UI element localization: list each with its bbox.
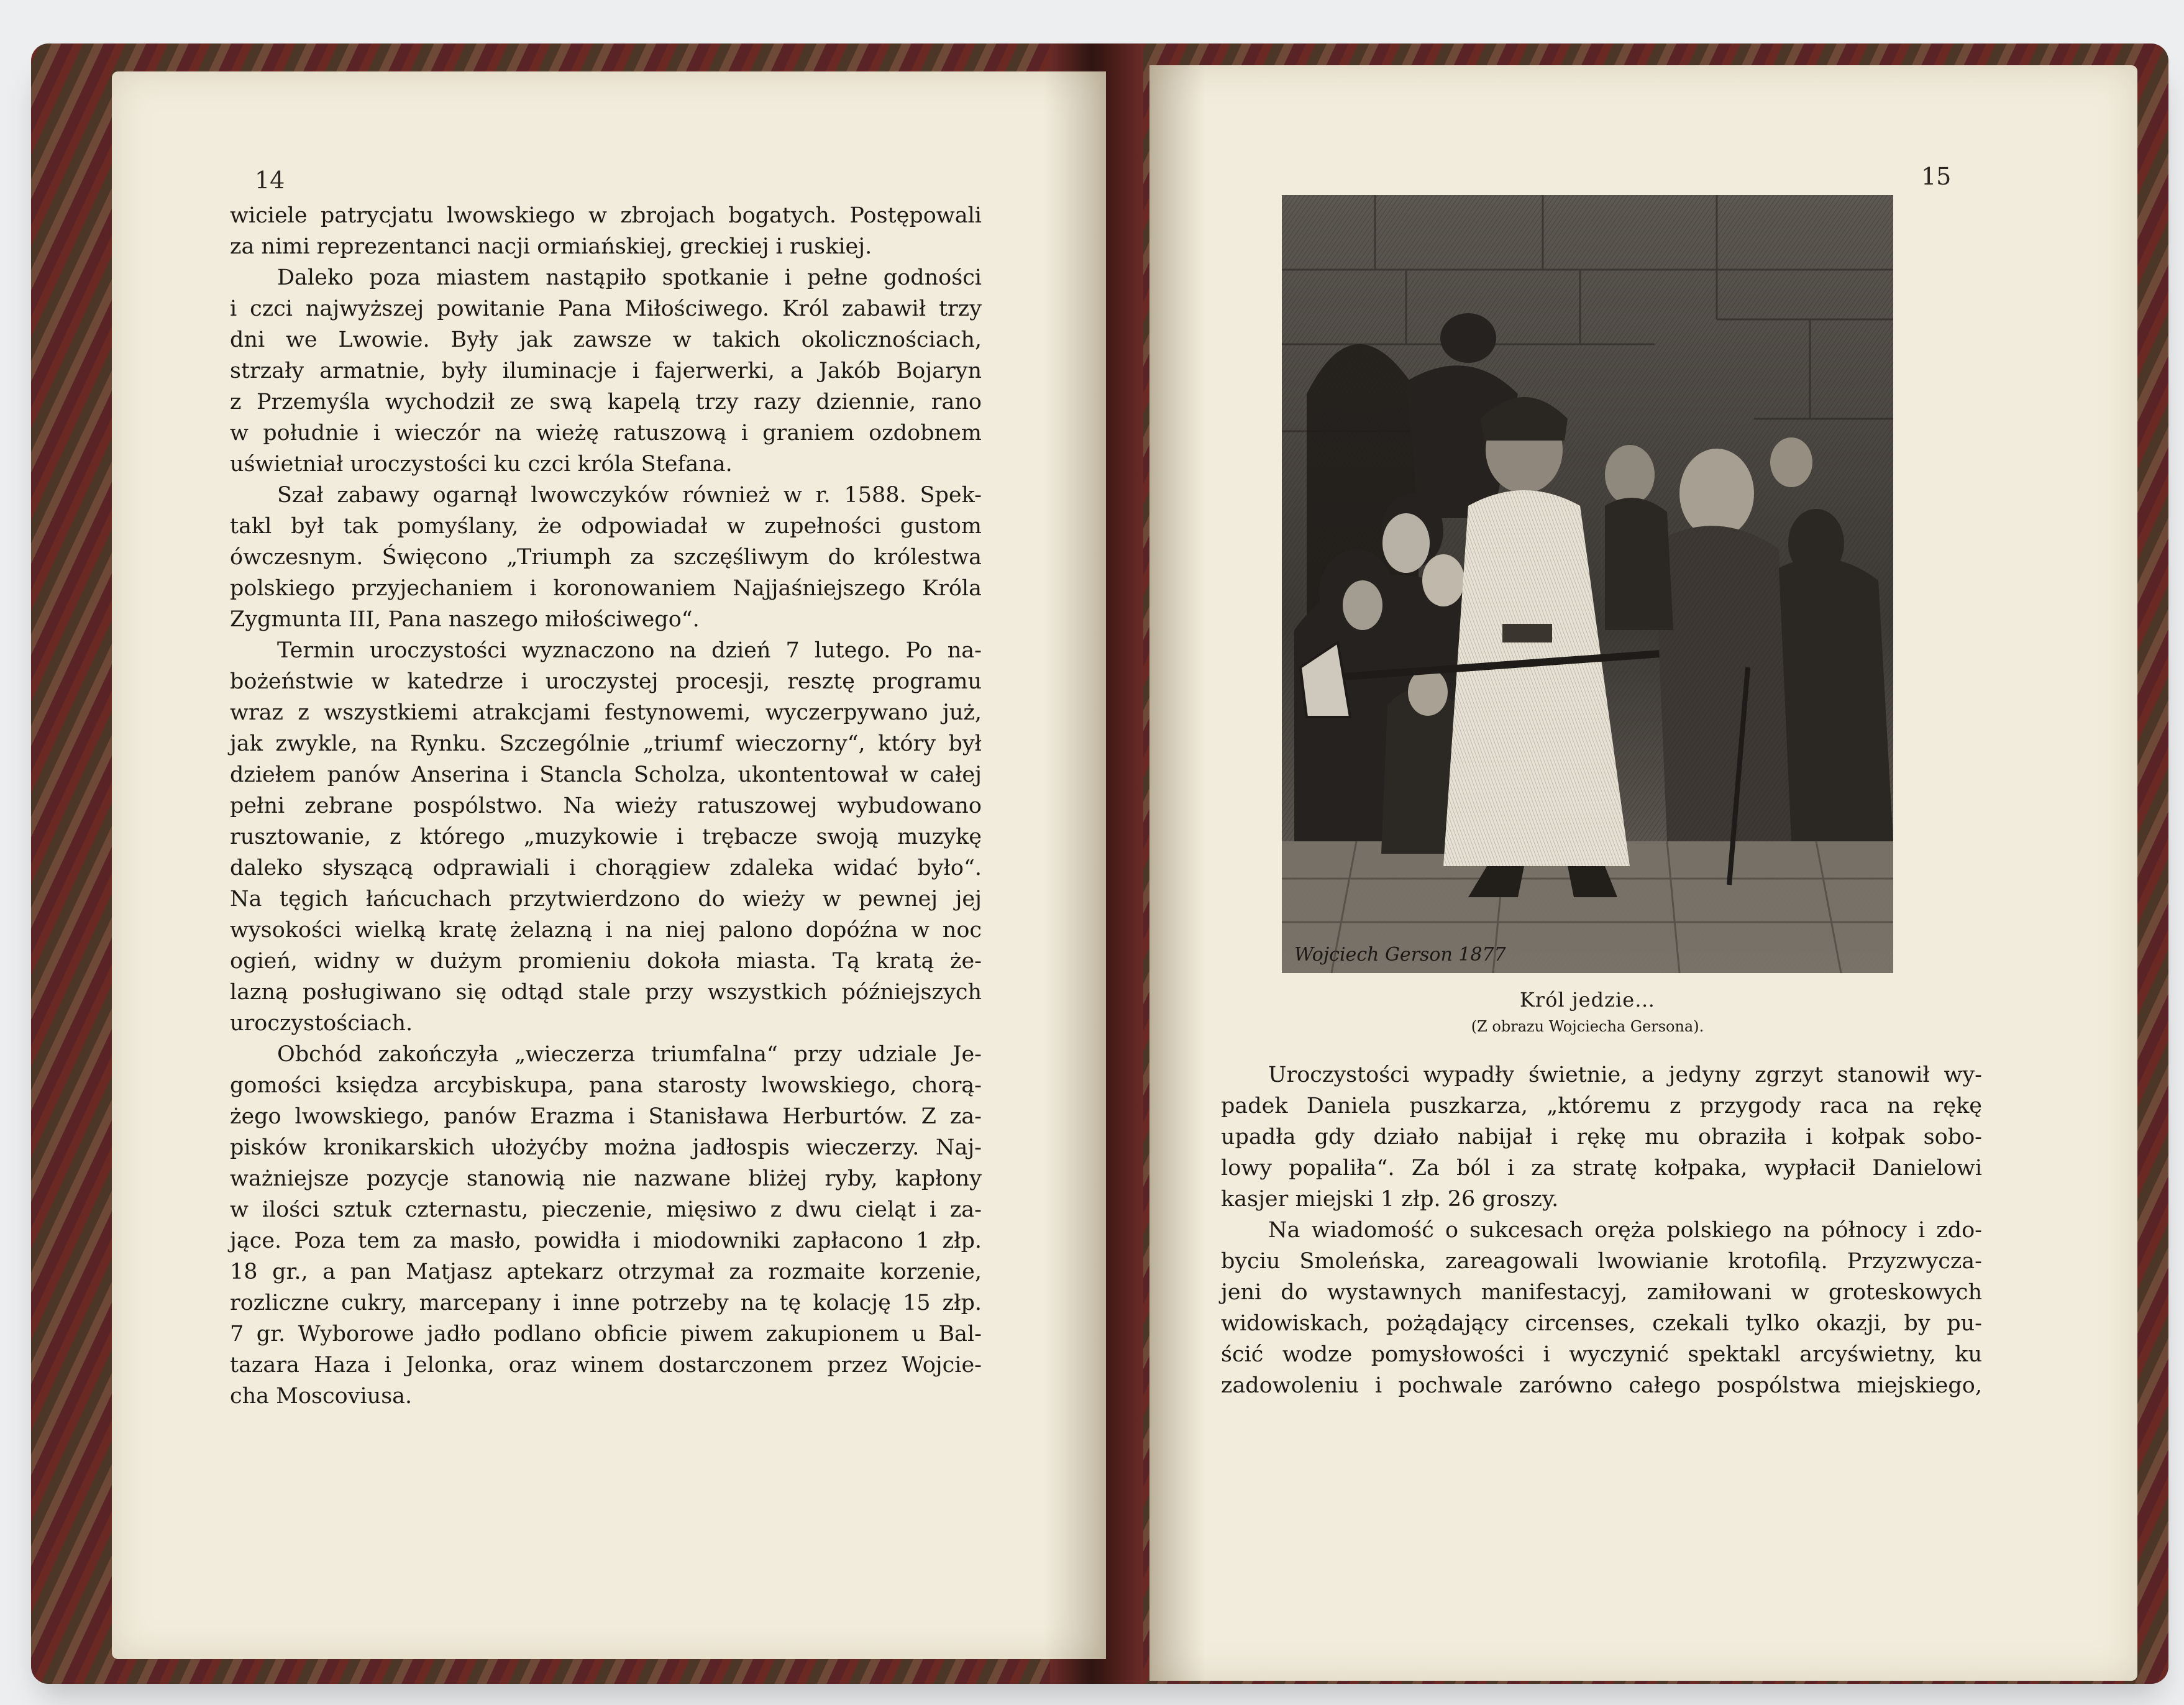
text-line: daleko słyszącą odprawiali i chorągiew zdaleka widać było“. — [230, 856, 982, 880]
text-line: uroczystościach. — [230, 1011, 413, 1036]
text-line: strzały armatnie, były iluminacje i fajerwerki, a Jakób Bojaryn — [230, 359, 982, 383]
text-line: dziełem panów Anserina i Stancla Scholza, ukontentował w całej — [230, 762, 982, 787]
text-line: lazną posługiwano się odtąd stale przy wszystkich późniejszych — [230, 980, 982, 1005]
text-line: żego lwowskiego, panów Erazma i Stanisława Herburtów. Z za- — [230, 1104, 982, 1129]
engraving-illustration — [1282, 195, 1893, 973]
text-line: Na tęgich łańcuchach przytwierdzono do wieży w pewnej jej — [230, 887, 982, 912]
text-line: i czci najwyższej powitanie Pana Miłościwego. Król zabawił trzy — [230, 296, 982, 321]
text-line: jeni do wystawnych manifestacyj, zamiłowani w groteskowych — [1221, 1280, 1982, 1305]
text-line: 18 gr., a pan Matjasz aptekarz otrzymał za rozmaite korzenie, — [230, 1259, 982, 1284]
text-line: kasjer miejski 1 złp. 26 groszy. — [1221, 1187, 1559, 1212]
text-line: bożeństwie w katedrze i uroczystej procesji, resztę programu — [230, 669, 982, 694]
text-line: Uroczystości wypadły świetnie, a jedyny zgrzyt stanowił wy- — [1268, 1063, 1982, 1087]
text-line: rozliczne cukry, marcepany i inne potrzeby na tę kolację 15 złp. — [230, 1291, 982, 1315]
text-line: za nimi reprezentanci nacji ormiańskiej, greckiej i ruskiej. — [230, 234, 872, 259]
text-line: wiciele patrycjatu lwowskiego w zbrojach bogatych. Postępowali — [230, 203, 982, 228]
text-line: jak zwykle, na Rynku. Szczególnie „triumf wieczorny“, który był — [230, 731, 982, 756]
text-line: w południe i wieczór na wieżę ratuszową i graniem ozdobnem — [230, 421, 982, 446]
text-line: polskiego przyjechaniem i koronowaniem Najjaśniejszego Króla — [230, 576, 982, 601]
text-line: Daleko poza miastem nastąpiło spotkanie i pełne godności — [277, 265, 982, 290]
figure-caption-title: Król jedzie… — [1519, 988, 1656, 1012]
text-line: Szał zabawy ogarnął lwowczyków również w r. 1588. Spek- — [277, 483, 982, 508]
text-line: rusztowanie, z którego „muzykowie i trębacze swoją muzykę — [230, 825, 982, 849]
text-line: wysokości wielką kratę żelazną i na niej palono dopóźna w noc — [230, 918, 982, 943]
text-line: ówczesnym. Święcono „Triumph za szczęśliwym do królestwa — [230, 545, 982, 570]
text-line: Na wiadomość o sukcesach oręża polskiego na północy i zdo- — [1268, 1218, 1982, 1243]
engraving-image — [1282, 195, 1893, 973]
text-line: ścić wodze pomysłowości i wyczynić spektakl arcyświetny, ku — [1221, 1342, 1982, 1367]
text-line: w ilości sztuk czternastu, pieczenie, mięsiwo z dwu cieląt i za- — [230, 1197, 982, 1222]
text-line: wraz z wszystkiemi atrakcjami festynowemi, wyczerpywano już, — [230, 700, 982, 725]
text-line: lowy popaliła“. Za ból i za stratę kołpaka, wypłacił Danielowi — [1221, 1156, 1982, 1181]
text-line: byciu Smoleńska, zareagowali lwowianie krotofilą. Przyzwycza- — [1221, 1249, 1982, 1274]
figure-caption-subtitle: (Z obrazu Wojciecha Gersona). — [1471, 1018, 1704, 1035]
text-line: ważniejsze pozycje stanowią nie nazwane bliżej ryby, kapłony — [230, 1166, 982, 1191]
text-line: Zygmunta III, Pana naszego miłościwego“. — [230, 607, 700, 632]
left-page-text — [230, 200, 982, 1412]
text-line: pisków kronikarskich ułożyćby można jadłospis wieczerzy. Naj- — [230, 1135, 982, 1160]
left-page-number: 14 — [255, 167, 285, 194]
text-line: padek Daniela puszkarza, „któremu z przygody raca na rękę — [1221, 1094, 1982, 1118]
text-line: zadowoleniu i pochwale zarówno całego pospólstwa miejskiego, — [1221, 1373, 1982, 1398]
text-line: uświetniał uroczystości ku czci króla Stefana. — [230, 452, 733, 477]
text-line: cha Moscoviusa. — [230, 1384, 413, 1409]
engraving-signature: Wojciech Gerson 1877 — [1294, 944, 1506, 966]
text-line: Termin uroczystości wyznaczono na dzień 7 lutego. Po na- — [277, 638, 982, 663]
text-line: takl był tak pomyślany, że odpowiadał w zupełności gustom — [230, 514, 982, 539]
text-line: 7 gr. Wyborowe jadło podlano obficie piwem zakupionem u Bal- — [230, 1322, 982, 1346]
right-page-number: 15 — [1921, 163, 1952, 190]
text-line: dni we Lwowie. Były jak zawsze w takich okolicznościach, — [230, 327, 982, 352]
text-line: gomości księdza arcybiskupa, pana starosty lwowskiego, chorą- — [230, 1073, 982, 1098]
right-page-text — [1221, 1059, 1982, 1401]
text-line: Obchód zakończyła „wieczerza triumfalna“ przy udziale Je- — [277, 1042, 982, 1067]
text-line: tazara Haza i Jelonka, oraz winem dostarczonem przez Wojcie- — [230, 1353, 982, 1378]
text-line: ogień, widny w dużym promieniu dokoła miasta. Tą kratą że- — [230, 949, 982, 974]
text-line: upadła gdy działo nabijał i rękę mu obraziła i kołpak sobo- — [1221, 1125, 1982, 1150]
text-line: pełni zebrane pospólstwo. Na wieży ratuszowej wybudowano — [230, 793, 982, 818]
text-line: jące. Poza tem za masło, powidła i miodowniki zapłacono 1 złp. — [230, 1228, 982, 1253]
text-line: z Przemyśla wychodził ze swą kapelą trzy razy dziennie, rano — [230, 390, 982, 414]
text-line: widowiskach, pożądający circenses, czekali tylko okazji, by pu- — [1221, 1311, 1982, 1336]
